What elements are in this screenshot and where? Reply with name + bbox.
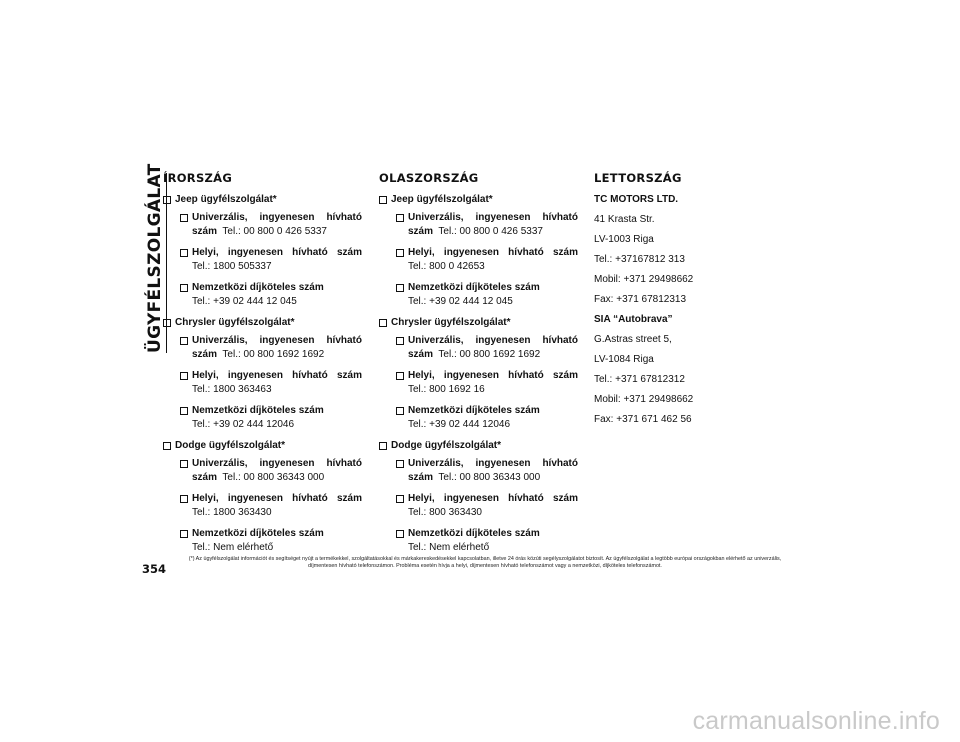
checkbox-bullet-icon	[379, 196, 387, 204]
column-heading: LETTORSZÁG	[594, 171, 682, 185]
checkbox-bullet-icon	[396, 372, 404, 380]
service-item: Univerzális, ingyenesen hívható szám Tel.: 00 800 36343 000	[180, 457, 362, 485]
service-item: Nemzetközi díjköteles szám Tel.: Nem elérhető	[180, 527, 362, 555]
checkbox-bullet-icon	[180, 249, 188, 257]
checkbox-bullet-icon	[180, 284, 188, 292]
checkbox-bullet-icon	[396, 249, 404, 257]
phone-line: Tel.: +37167812 313	[594, 254, 685, 265]
fax-line: Fax: +371 67812313	[594, 294, 687, 305]
service-item: Helyi, ingyenesen hívható szám Tel.: 1800 363463	[180, 369, 362, 397]
service-item: Helyi, ingyenesen hívható szám Tel.: 800 1692 16	[396, 369, 578, 397]
section-side-title: ÜGYFÉLSZOLGÁLAT	[145, 163, 165, 353]
footnote: (*) Az ügyfélszolgálat információt és segítséget nyújt a termékekkel, szolgáltatásokkal és márkakereskedésekkel kapcsolatban, illetve 24 órás közúti segélyszolgálatot biztosít. Az ügyfélszolgálat a legtöbb európai országokban elérhető az univerzális, díjmentesen hívható telefonszámon. Probléma esetén hívja a helyi, díjmentesen hívható telefonszámot vagy a nemzetközi, díjköteles telefonszámot.	[188, 556, 782, 569]
service-item: Nemzetközi díjköteles szám Tel.: +39 02 444 12 045	[180, 281, 362, 309]
checkbox-bullet-icon	[163, 196, 171, 204]
company-name: TC MOTORS LTD.	[594, 194, 679, 205]
column-italy	[379, 168, 578, 562]
watermark: carmanualsonline.info	[692, 707, 940, 735]
checkbox-bullet-icon	[396, 284, 404, 292]
phone-line: Tel.: +371 67812312	[594, 374, 685, 385]
column-heading: ÍRORSZÁG	[163, 171, 233, 185]
checkbox-bullet-icon	[180, 337, 188, 345]
checkbox-bullet-icon	[163, 319, 171, 327]
checkbox-bullet-icon	[163, 442, 171, 450]
checkbox-bullet-icon	[180, 530, 188, 538]
fax-line: Fax: +371 671 462 56	[594, 414, 692, 425]
column-heading: OLASZORSZÁG	[379, 171, 479, 185]
checkbox-bullet-icon	[379, 319, 387, 327]
checkbox-bullet-icon	[180, 495, 188, 503]
checkbox-bullet-icon	[379, 442, 387, 450]
service-group-title: Jeep ügyfélszolgálat*	[163, 193, 362, 207]
service-item: Univerzális, ingyenesen hívható szám Tel.: 00 800 1692 1692	[396, 334, 578, 362]
checkbox-bullet-icon	[396, 337, 404, 345]
checkbox-bullet-icon	[396, 460, 404, 468]
checkbox-bullet-icon	[180, 214, 188, 222]
address-line: G.Astras street 5,	[594, 334, 672, 345]
address-line: 41 Krasta Str.	[594, 214, 655, 225]
checkbox-bullet-icon	[396, 495, 404, 503]
service-item: Univerzális, ingyenesen hívható szám Tel.: 00 800 0 426 5337	[180, 211, 362, 239]
company-name: SIA “Autobrava”	[594, 314, 673, 325]
service-item: Nemzetközi díjköteles szám Tel.: +39 02 444 12 045	[396, 281, 578, 309]
mobile-line: Mobil: +371 29498662	[594, 394, 694, 405]
checkbox-bullet-icon	[396, 530, 404, 538]
service-item: Univerzális, ingyenesen hívható szám Tel.: 00 800 36343 000	[396, 457, 578, 485]
service-item: Nemzetközi díjköteles szám Tel.: +39 02 444 12046	[180, 404, 362, 432]
checkbox-bullet-icon	[396, 407, 404, 415]
page-number: 354	[142, 562, 167, 576]
service-item: Univerzális, ingyenesen hívható szám Tel.: 00 800 1692 1692	[180, 334, 362, 362]
checkbox-bullet-icon	[396, 214, 404, 222]
service-group-title: Chrysler ügyfélszolgálat*	[379, 316, 578, 330]
service-item: Helyi, ingyenesen hívható szám Tel.: 800 0 42653	[396, 246, 578, 274]
address-line: LV-1084 Riga	[594, 354, 654, 365]
column-latvia	[594, 168, 794, 433]
service-item: Nemzetközi díjköteles szám Tel.: Nem elérhető	[396, 527, 578, 555]
address-line: LV-1003 Riga	[594, 234, 654, 245]
service-group-title: Dodge ügyfélszolgálat*	[163, 439, 362, 453]
service-group-title: Chrysler ügyfélszolgálat*	[163, 316, 362, 330]
checkbox-bullet-icon	[180, 460, 188, 468]
service-group-title: Jeep ügyfélszolgálat*	[379, 193, 578, 207]
service-item: Helyi, ingyenesen hívható szám Tel.: 1800 363430	[180, 492, 362, 520]
checkbox-bullet-icon	[180, 372, 188, 380]
column-ireland	[163, 168, 362, 562]
service-group-title: Dodge ügyfélszolgálat*	[379, 439, 578, 453]
service-item: Helyi, ingyenesen hívható szám Tel.: 800 363430	[396, 492, 578, 520]
checkbox-bullet-icon	[180, 407, 188, 415]
service-item: Helyi, ingyenesen hívható szám Tel.: 1800 505337	[180, 246, 362, 274]
service-item: Nemzetközi díjköteles szám Tel.: +39 02 444 12046	[396, 404, 578, 432]
service-item: Univerzális, ingyenesen hívható szám Tel.: 00 800 0 426 5337	[396, 211, 578, 239]
mobile-line: Mobil: +371 29498662	[594, 274, 694, 285]
